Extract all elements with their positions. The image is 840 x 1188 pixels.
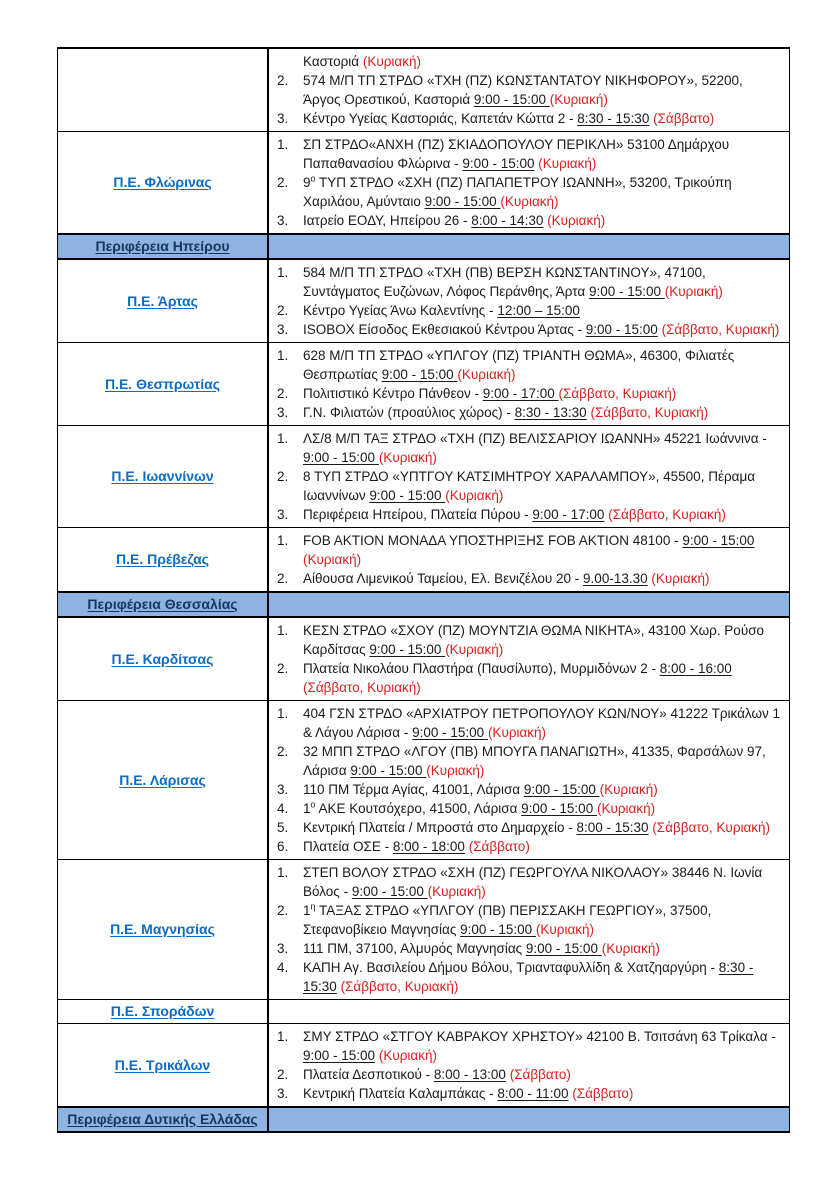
location-text: ΤΥΠ ΣΤΡΔΟ «ΣΧΗ (ΠΖ) ΠΑΠΑΠΕΤΡΟΥ ΙΩΑΝΝΗ», 53200, Τρικούπη Χαριλάου, Αμύνταιο — [303, 175, 732, 209]
unit-label-cell — [58, 860, 269, 999]
hours-text: 8:00 - 11:00 — [497, 1086, 569, 1101]
hours-text: 9:00 - 15:00 — [460, 922, 536, 937]
locations-cell — [269, 260, 789, 342]
location-text: 9 — [303, 175, 311, 190]
hours-text: 8:00 - 16:00 — [659, 661, 732, 676]
day-annotation-text: (Κυριακή) — [599, 782, 658, 797]
item-text — [303, 52, 781, 71]
item-number: 2. — [277, 1067, 289, 1082]
locations-cell — [269, 618, 789, 700]
location-text: 628 Μ/Π ΤΠ ΣΤΡΔΟ «ΥΠΛΓΟΥ (ΠΖ) ΤΡΙΑΝΤΗ ΘΩΜΑ», 46300, Φιλιατές Θεσπρωτίας — [303, 348, 735, 382]
hours-text: 8:00 - 13:00 — [433, 1067, 506, 1082]
item-text — [303, 211, 781, 230]
location-text: 584 Μ/Π ΤΠ ΣΤΡΔΟ «ΤΧΗ (ΠΒ) ΒΕΡΣΗ ΚΩΝΣΤΑΝΤΙΝΟΥ», 47100, Συντάγματος Ευζώνων, Λόφος Περάνθης, Άρτα — [303, 265, 706, 299]
item-text — [303, 1027, 781, 1065]
location-list-item — [277, 1027, 781, 1065]
item-number: 2. — [277, 744, 289, 759]
item-text — [303, 958, 781, 996]
location-list-item — [277, 403, 781, 422]
unit-row — [58, 616, 789, 700]
hours-text: 8:30 - 15:30 — [303, 960, 754, 994]
location-text: Πλατεία Νικολάου Πλαστήρα (Παυσίλυπο), Μυρμιδόνων 2 - — [303, 661, 660, 676]
item-text — [303, 301, 781, 320]
region-header-label: Περιφέρεια Θεσσαλίας — [87, 596, 238, 612]
locations-cell — [269, 235, 789, 258]
item-number: 1. — [277, 137, 289, 152]
hours-text: 9:00 - 15:00 — [462, 156, 535, 171]
location-text: ΛΣ/8 Μ/Π ΤΑΞ ΣΤΡΔΟ «ΤΧΗ (ΠΖ) ΒΕΛΙΣΣΑΡΙΟΥ ΙΩΑΝΝΗ» 45221 Ιωάννινα - — [303, 431, 767, 446]
day-annotation-text: (Κυριακή) — [547, 213, 606, 228]
location-list-item — [277, 1084, 781, 1103]
location-text: 8 ΤΥΠ ΣΤΡΔΟ «ΥΠΤΓΟΥ ΚΑΤΣΙΜΗΤΡΟΥ ΧΑΡΑΛΑΜΠΟΥ», 45500, Πέραμα Ιωαννίνων — [303, 469, 756, 503]
day-annotation-text: (Κυριακή) — [664, 284, 723, 299]
location-text: FOB AKTION ΜΟΝΑΔΑ ΥΠΟΣΤΗΡΙΞΗΣ FOB AKTION 48100 - — [303, 533, 683, 548]
hours-text: 9:00 - 17:00 — [482, 386, 559, 401]
item-number: 1. — [277, 348, 289, 363]
item-number: 2. — [277, 303, 289, 318]
location-list-item — [277, 135, 781, 173]
hours-text: 9:00 - 15:00 — [424, 194, 501, 209]
unit-label-cell — [58, 343, 269, 425]
item-number: 5. — [277, 820, 289, 835]
hours-text: 9:00 - 15:00 — [523, 782, 600, 797]
hours-text: 9:00 - 15:00 — [303, 1048, 376, 1063]
item-number: 3. — [277, 213, 289, 228]
day-annotation-text: (Σάββατο, Κυριακή) — [608, 507, 726, 522]
unit-label: Π.Ε. Καρδίτσας — [111, 650, 214, 667]
unit-row — [58, 859, 789, 999]
location-text: 404 ΓΣΝ ΣΤΡΔΟ «ΑΡΧΙΑΤΡΟΥ ΠΕΤΡΟΠΟΥΛΟΥ ΚΩΝ/ΝΟΥ» 41222 Τρικάλων 1 & Λάγου Λάρισα - — [303, 706, 781, 740]
item-text — [303, 621, 781, 659]
hours-text: 8:00 - 14:30 — [471, 213, 544, 228]
item-number: 6. — [277, 839, 289, 854]
location-text: Καστοριά — [303, 54, 363, 69]
centers-table — [57, 47, 790, 1133]
day-annotation-text: (Κυριακή) — [538, 156, 597, 171]
unit-label: Π.Ε. Πρέβεζας — [116, 551, 209, 567]
item-number: 3. — [277, 507, 289, 522]
location-list-item — [277, 780, 781, 799]
item-text — [303, 1084, 781, 1103]
unit-row — [58, 700, 789, 859]
unit-row — [58, 425, 789, 527]
hours-text: 9:00 - 15:00 — [473, 92, 550, 107]
hours-text: 9:00 - 15:00 — [351, 884, 428, 899]
locations-cell — [269, 1024, 789, 1106]
location-text: Γ.Ν. Φιλιατών (προαύλιος χώρος) - — [303, 405, 515, 420]
item-text — [303, 901, 781, 939]
day-annotation-text: (Σάββατο) — [468, 839, 530, 854]
item-number: 4. — [277, 960, 289, 975]
hours-text: 8:00 - 18:00 — [392, 839, 465, 854]
location-list-item — [277, 742, 781, 780]
item-number: 3. — [277, 1086, 289, 1101]
unit-row — [58, 131, 789, 233]
location-list-item — [277, 301, 781, 320]
location-text: 574 Μ/Π ΤΠ ΣΤΡΔΟ «ΤΧΗ (ΠΖ) ΚΩΝΣΤΑΝΤΑΤΟΥ ΝΙΚΗΦΟΡΟΥ», 52200, Άργος Ορεστικού, Καστοριά — [303, 73, 743, 107]
day-annotation-text: (Κυριακή) — [362, 54, 421, 69]
location-text: 111 ΠΜ, 37100, Αλμυρός Μαγνησίας — [303, 941, 526, 956]
item-number — [277, 52, 303, 71]
item-text — [303, 818, 781, 837]
day-annotation-text: (Κυριακή) — [426, 763, 485, 778]
unit-row — [58, 527, 789, 591]
region-header-row — [58, 1106, 789, 1131]
location-text: ΚΑΠΗ Αγ. Βασιλείου Δήμου Βόλου, Τριανταφυλλίδη & Χατζηαργύρη - — [303, 960, 719, 975]
location-list-item — [277, 109, 781, 128]
location-text: 32 ΜΠΠ ΣΤΡΔΟ «ΛΓΟΥ (ΠΒ) ΜΠΟΥΓΑ ΠΑΝΑΓΙΩΤΗ», 41335, Φαρσάλων 97, Λάρισα — [303, 744, 766, 778]
day-annotation-text: (Κυριακή) — [427, 884, 486, 899]
unit-label: Π.Ε. Ιωαννίνων — [111, 468, 214, 484]
item-number: 2. — [277, 175, 289, 190]
unit-label: Π.Ε. Λάρισας — [119, 771, 206, 788]
day-annotation-text: (Σάββατο, Κυριακή) — [340, 979, 459, 994]
item-number: 1. — [277, 533, 289, 548]
hours-text: 8:30 - 15:30 — [577, 111, 650, 126]
location-list-item — [277, 799, 781, 818]
hours-text: 9:00 - 15:00 — [369, 488, 446, 503]
item-number: 4. — [277, 801, 289, 816]
location-list-item — [277, 320, 781, 339]
unit-row — [58, 342, 789, 425]
location-list-item — [277, 818, 781, 837]
hours-text: 9:00 - 15:00 — [303, 450, 379, 465]
unit-row — [58, 49, 789, 131]
region-header-label: Περιφέρεια Ηπείρου — [95, 238, 230, 254]
item-text — [303, 837, 781, 856]
item-text — [303, 1065, 781, 1084]
unit-label-cell — [58, 132, 269, 233]
day-annotation-text: (Κυριακή) — [601, 941, 660, 956]
location-list-item — [277, 621, 781, 659]
item-number: 1. — [277, 1029, 289, 1044]
day-annotation-text: (Σάββατο, Κυριακή) — [558, 386, 677, 401]
location-text: Ιατρείο ΕΟΔΥ, Ηπείρου 26 - — [303, 213, 472, 228]
day-annotation-text: (Κυριακή) — [500, 194, 559, 209]
location-list-item — [277, 704, 781, 742]
day-annotation-text: (Κυριακή) — [651, 571, 710, 586]
unit-label-cell — [58, 1000, 269, 1023]
location-list-item — [277, 429, 781, 467]
location-text: Κεντρική Πλατεία Καλαμπάκας - — [303, 1086, 498, 1101]
location-text: Περιφέρεια Ηπείρου, Πλατεία Πύρου - — [303, 507, 533, 522]
location-list-item — [277, 346, 781, 384]
location-text: ΚΕΣΝ ΣΤΡΔΟ «ΣΧΟΥ (ΠΖ) ΜΟΥΝΤΖΙΑ ΘΩΜΑ ΝΙΚΗΤΑ», 43100 Χωρ. Ρούσο Καρδίτσας — [303, 623, 765, 657]
location-text: ISOBOX Είσοδος Εκθεσιακού Κέντρου Άρτας - — [303, 322, 586, 337]
location-list-item — [277, 659, 781, 697]
location-list-item — [277, 958, 781, 996]
location-list-item — [277, 263, 781, 301]
unit-label: Π.Ε. Τρικάλων — [114, 1056, 211, 1073]
day-annotation-text: (Σάββατο, Κυριακή) — [590, 405, 709, 420]
location-text: ΣΤΕΠ ΒΟΛΟΥ ΣΤΡΔΟ «ΣΧΗ (ΠΖ) ΓΕΩΡΓΟΥΛΑ ΝΙΚΟΛΑΟΥ» 38446 Ν. Ιωνία Βόλος - — [303, 865, 763, 899]
location-list-item — [277, 1065, 781, 1084]
item-text — [303, 71, 781, 109]
item-number: 3. — [277, 322, 289, 337]
item-text — [303, 429, 781, 467]
day-annotation-text: (Σάββατο, Κυριακή) — [661, 322, 780, 337]
location-text: Κέντρο Υγείας Άνω Καλεντίνης - — [303, 303, 498, 318]
item-text — [303, 346, 781, 384]
location-list-item — [277, 52, 781, 71]
unit-label-cell — [58, 528, 269, 591]
locations-cell — [269, 1000, 789, 1023]
day-annotation-text: (Κυριακή) — [596, 801, 656, 816]
locations-cell — [269, 1108, 789, 1131]
unit-label-cell — [58, 618, 269, 700]
item-number: 1. — [277, 865, 289, 880]
day-annotation-text: (Κυριακή) — [445, 642, 504, 657]
item-text — [303, 135, 781, 173]
hours-text: 9:00 - 15:00 — [350, 763, 427, 778]
unit-label: Π.Ε. Άρτας — [127, 292, 198, 309]
item-text — [303, 173, 781, 211]
location-list-item — [277, 901, 781, 939]
item-number: 2. — [277, 903, 289, 918]
region-header-cell — [58, 235, 269, 258]
unit-row — [58, 999, 789, 1023]
hours-text: 9:00 - 15:00 — [682, 533, 755, 548]
location-text: ΤΑΞΑΣ ΣΤΡΔΟ «ΥΠΛΓΟΥ (ΠΒ) ΠΕΡΙΣΣΑΚΗ ΓΕΩΡΓΙΟΥ», 37500, Στεφανοβίκειο Μαγνησίας — [303, 903, 712, 937]
hours-text: 9:00 - 15:00 — [521, 801, 597, 816]
unit-row — [58, 1023, 789, 1106]
hours-text: 9:00 - 15:00 — [369, 642, 446, 657]
unit-label: Π.Ε. Θεσπρωτίας — [104, 375, 221, 392]
location-list-item — [277, 173, 781, 211]
item-text — [303, 109, 781, 128]
unit-label: Π.Ε. Μαγνησίας — [110, 921, 215, 937]
item-number: 2. — [277, 73, 289, 88]
day-annotation-text: (Κυριακή) — [535, 922, 595, 937]
region-header-row — [58, 233, 789, 258]
locations-cell — [269, 343, 789, 425]
location-list-item — [277, 467, 781, 505]
item-text — [303, 569, 781, 588]
location-text: 1 — [303, 903, 311, 918]
item-text — [303, 320, 781, 339]
location-list-item — [277, 505, 781, 524]
location-list-item — [277, 863, 781, 901]
locations-cell — [269, 701, 789, 859]
day-annotation-text: (Σάββατο) — [653, 111, 715, 126]
day-annotation-text: (Κυριακή) — [457, 367, 516, 382]
locations-cell — [269, 528, 789, 591]
day-annotation-text: (Κυριακή) — [303, 552, 362, 567]
item-number: 1. — [277, 431, 289, 446]
item-number: 2. — [277, 469, 289, 484]
location-list-item — [277, 939, 781, 958]
location-text: Αίθουσα Λιμενικού Ταμείου, Ελ. Βενιζέλου 20 - — [303, 571, 584, 586]
unit-label-cell — [58, 49, 269, 131]
item-text — [303, 505, 781, 524]
item-number: 1. — [277, 706, 289, 721]
locations-cell — [269, 49, 789, 131]
day-annotation-text: (Σάββατο, Κυριακή) — [303, 680, 421, 695]
location-text: 1 — [303, 801, 311, 816]
hours-text: 9:00 - 15:00 — [525, 941, 602, 956]
item-text — [303, 742, 781, 780]
hours-text: 9:00 - 15:00 — [412, 725, 488, 740]
hours-text: 12:00 – 15:00 — [497, 303, 580, 318]
superscript-text: ο — [310, 799, 316, 810]
hours-text: 9:00 - 17:00 — [532, 507, 605, 522]
unit-label-cell — [58, 260, 269, 342]
unit-label-cell — [58, 1024, 269, 1106]
location-text: Πλατεία ΟΣΕ - — [303, 839, 393, 854]
item-number: 2. — [277, 661, 289, 676]
day-annotation-text: (Σάββατο) — [572, 1086, 634, 1101]
location-text: Κέντρο Υγείας Καστοριάς, Καπετάν Κώττα 2 - — [303, 111, 578, 126]
item-text — [303, 939, 781, 958]
location-text: ΣΠ ΣΤΡΔΟ«ΑΝΧΗ (ΠΖ) ΣΚΙΑΔΟΠΟΥΛΟΥ ΠΕΡΙΚΛΗ» 53100 Δημάρχου Παπαθανασίου Φλώρινα - — [303, 137, 730, 171]
item-text — [303, 467, 781, 505]
item-text — [303, 799, 781, 818]
item-text — [303, 780, 781, 799]
hours-text: 9:00 - 15:00 — [381, 367, 458, 382]
superscript-text: ο — [310, 173, 316, 184]
superscript-text: η — [310, 901, 316, 912]
location-text: 110 ΠΜ Τέρμα Αγίας, 41001, Λάρισα — [303, 782, 524, 797]
location-text: ΑΚΕ Κουτσόχερο, 41500, Λάρισα — [315, 801, 522, 816]
item-text — [303, 531, 781, 569]
item-text — [303, 863, 781, 901]
day-annotation-text: (Κυριακή) — [445, 488, 504, 503]
location-list-item — [277, 71, 781, 109]
item-number: 1. — [277, 623, 289, 638]
region-header-label: Περιφέρεια Δυτικής Ελλάδας — [67, 1111, 258, 1127]
day-annotation-text: (Κυριακή) — [378, 1048, 437, 1063]
locations-cell — [269, 593, 789, 616]
region-header-row — [58, 591, 789, 616]
location-list-item — [277, 211, 781, 230]
region-header-cell — [58, 593, 269, 616]
item-text — [303, 704, 781, 742]
item-number: 3. — [277, 782, 289, 797]
item-number: 3. — [277, 405, 289, 420]
location-text: ΣΜΥ ΣΤΡΔΟ «ΣΤΓΟΥ ΚΑΒΡΑΚΟΥ ΧΡΗΣΤΟΥ» 42100 Β. Τσιτσάνη 63 Τρίκαλα - — [303, 1029, 776, 1044]
day-annotation-text: (Κυριακή) — [549, 92, 608, 107]
item-text — [303, 263, 781, 301]
hours-text: 8:30 - 13:30 — [514, 405, 587, 420]
locations-cell — [269, 860, 789, 999]
location-list-item — [277, 384, 781, 403]
day-annotation-text: (Κυριακή) — [487, 725, 547, 740]
item-number: 3. — [277, 941, 289, 956]
location-list-item — [277, 569, 781, 588]
location-text: Πολιτιστικό Κέντρο Πάνθεον - — [303, 386, 483, 401]
day-annotation-text: (Κυριακή) — [378, 450, 437, 465]
locations-cell — [269, 132, 789, 233]
unit-label-cell — [58, 426, 269, 527]
location-text: Κεντρική Πλατεία / Μπροστά στο Δημαρχείο - — [303, 820, 577, 835]
item-text — [303, 403, 781, 422]
item-number: 2. — [277, 386, 289, 401]
location-list-item — [277, 837, 781, 856]
unit-label-cell — [58, 701, 269, 859]
item-number: 3. — [277, 111, 289, 126]
region-header-cell — [58, 1108, 269, 1131]
unit-row — [58, 258, 789, 342]
hours-text: 9.00-13.30 — [583, 571, 648, 586]
item-text — [303, 384, 781, 403]
item-number: 2. — [277, 571, 289, 586]
locations-cell — [269, 426, 789, 527]
hours-text: 9:00 - 15:00 — [588, 284, 665, 299]
day-annotation-text: (Σάββατο, Κυριακή) — [652, 820, 771, 835]
unit-label: Π.Ε. Φλώρινας — [113, 174, 212, 190]
item-number: 1. — [277, 265, 289, 280]
hours-text: 8:00 - 15:30 — [576, 820, 649, 835]
location-text: Πλατεία Δεσποτικού - — [303, 1067, 434, 1082]
unit-label: Π.Ε. Σποράδων — [110, 1003, 215, 1019]
day-annotation-text: (Σάββατο) — [509, 1067, 571, 1082]
location-list-item — [277, 531, 781, 569]
item-text — [303, 659, 781, 697]
hours-text: 9:00 - 15:00 — [585, 322, 658, 337]
